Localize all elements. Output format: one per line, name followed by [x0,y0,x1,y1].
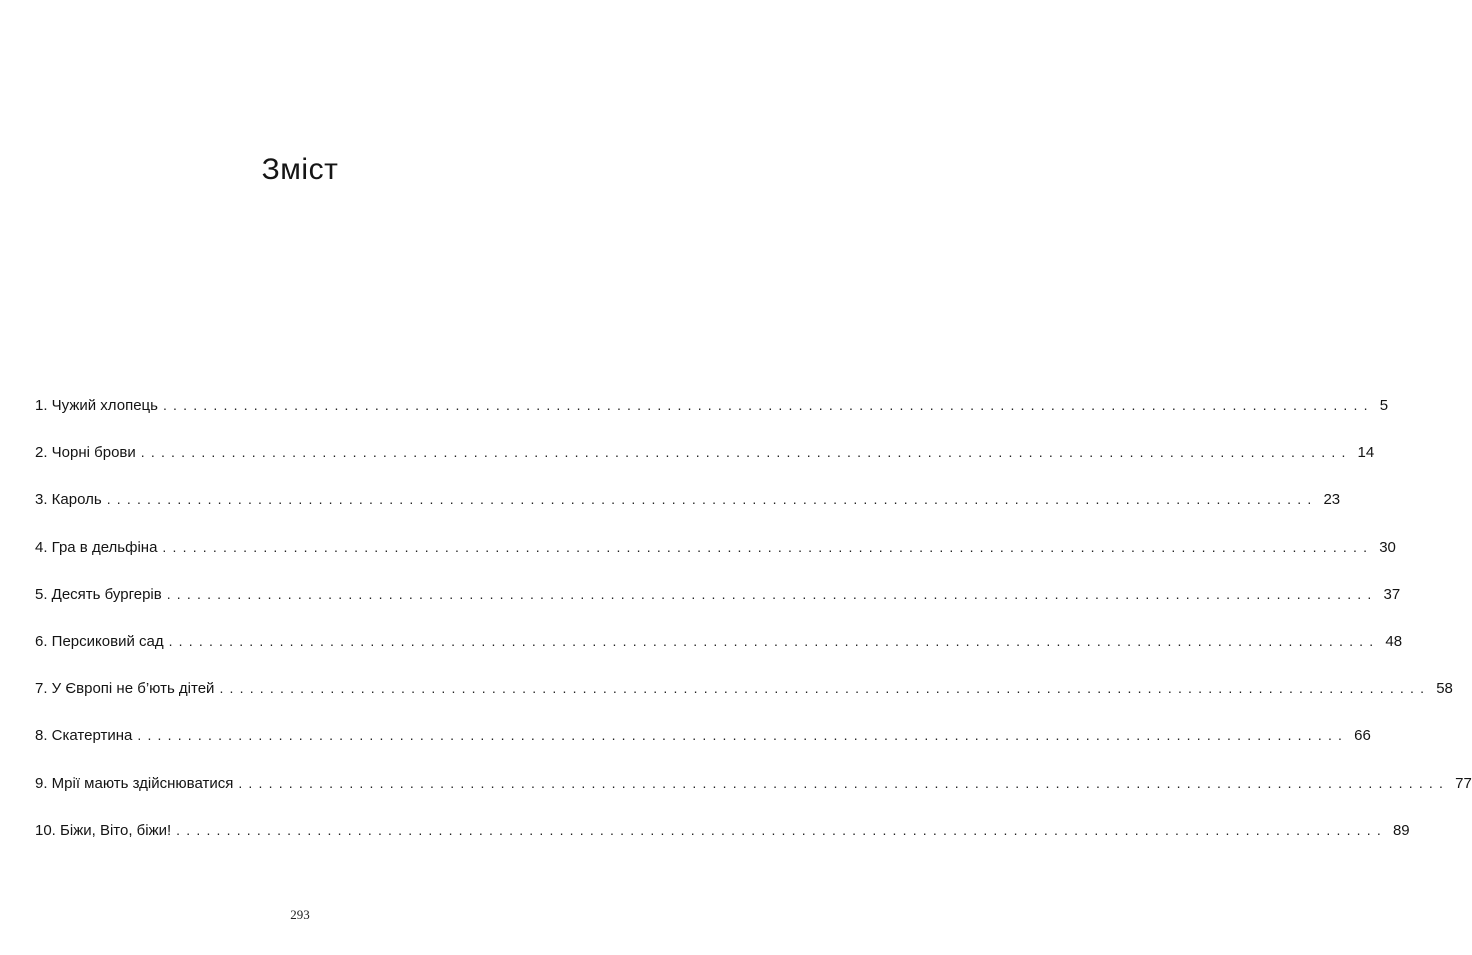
toc-entry-page: 14 [1357,444,1375,462]
toc-entry-title: 1. Чужий хлопець [35,397,158,414]
toc-entry [35,632,1403,680]
toc-entry-title: 5. Десять бургерів [35,585,162,603]
toc-entry [35,774,1472,822]
toc-entry-title: 10. Біжи, Віто, біжи! [35,821,172,839]
toc-entry-page: 66 [1354,727,1371,745]
toc-leader-dots: ........................................................................................................................ [166,585,1378,602]
toc-entry-page: 58 [1436,680,1453,698]
toc-leader-dots: ........................................................................................................................ [140,444,1352,461]
toc-entry-title: 9. Мрії мають здійснюватися [35,774,234,792]
page-number: 293 [290,907,310,922]
toc-entry-page: 37 [1383,585,1401,603]
toc-entry-page: 23 [1323,491,1341,509]
toc-leader-dots: ........................................................................................................................ [137,727,1349,744]
toc-entry [35,538,1396,586]
toc-entry-title: 6. Персиковий сад [35,632,164,650]
toc-leader-dots: ........................................................................................................................ [162,538,1374,555]
toc-leader-dots: ........................................................................................................................ [176,821,1387,838]
page-title: Зміст [261,153,339,186]
toc-entry [35,821,1410,869]
toc-entry-title: 4. Гра в дельфіна [35,538,158,556]
toc-entry [35,680,1453,727]
table-of-contents [35,397,1472,869]
toc-entry [35,585,1401,633]
toc-entry-title: 2. Чорні брови [35,444,136,462]
toc-entry-page: 5 [1379,397,1389,414]
toc-entry-title: 3. Кароль [35,491,102,509]
toc-entry-page: 48 [1385,632,1403,650]
toc-entry [35,491,1341,538]
toc-entry [35,397,1389,444]
toc-entry-page: 89 [1392,821,1410,839]
toc-entry-title: 8. Скатертина [35,727,133,745]
toc-entry [35,727,1371,774]
toc-leader-dots: ........................................................................................................................ [106,491,1318,508]
toc-entry-page: 77 [1455,774,1472,792]
toc-entry-title: 7. У Європі не б’ють дітей [35,680,215,698]
toc-leader-dots: ........................................................................................................................ [219,680,1431,697]
toc-leader-dots: ........................................................................................................................ [162,397,1374,413]
toc-entry [35,444,1375,491]
toc-entry-page: 30 [1379,538,1396,556]
toc-leader-dots: ........................................................................................................................ [168,632,1380,649]
toc-leader-dots: ........................................................................................................................ [238,774,1450,791]
